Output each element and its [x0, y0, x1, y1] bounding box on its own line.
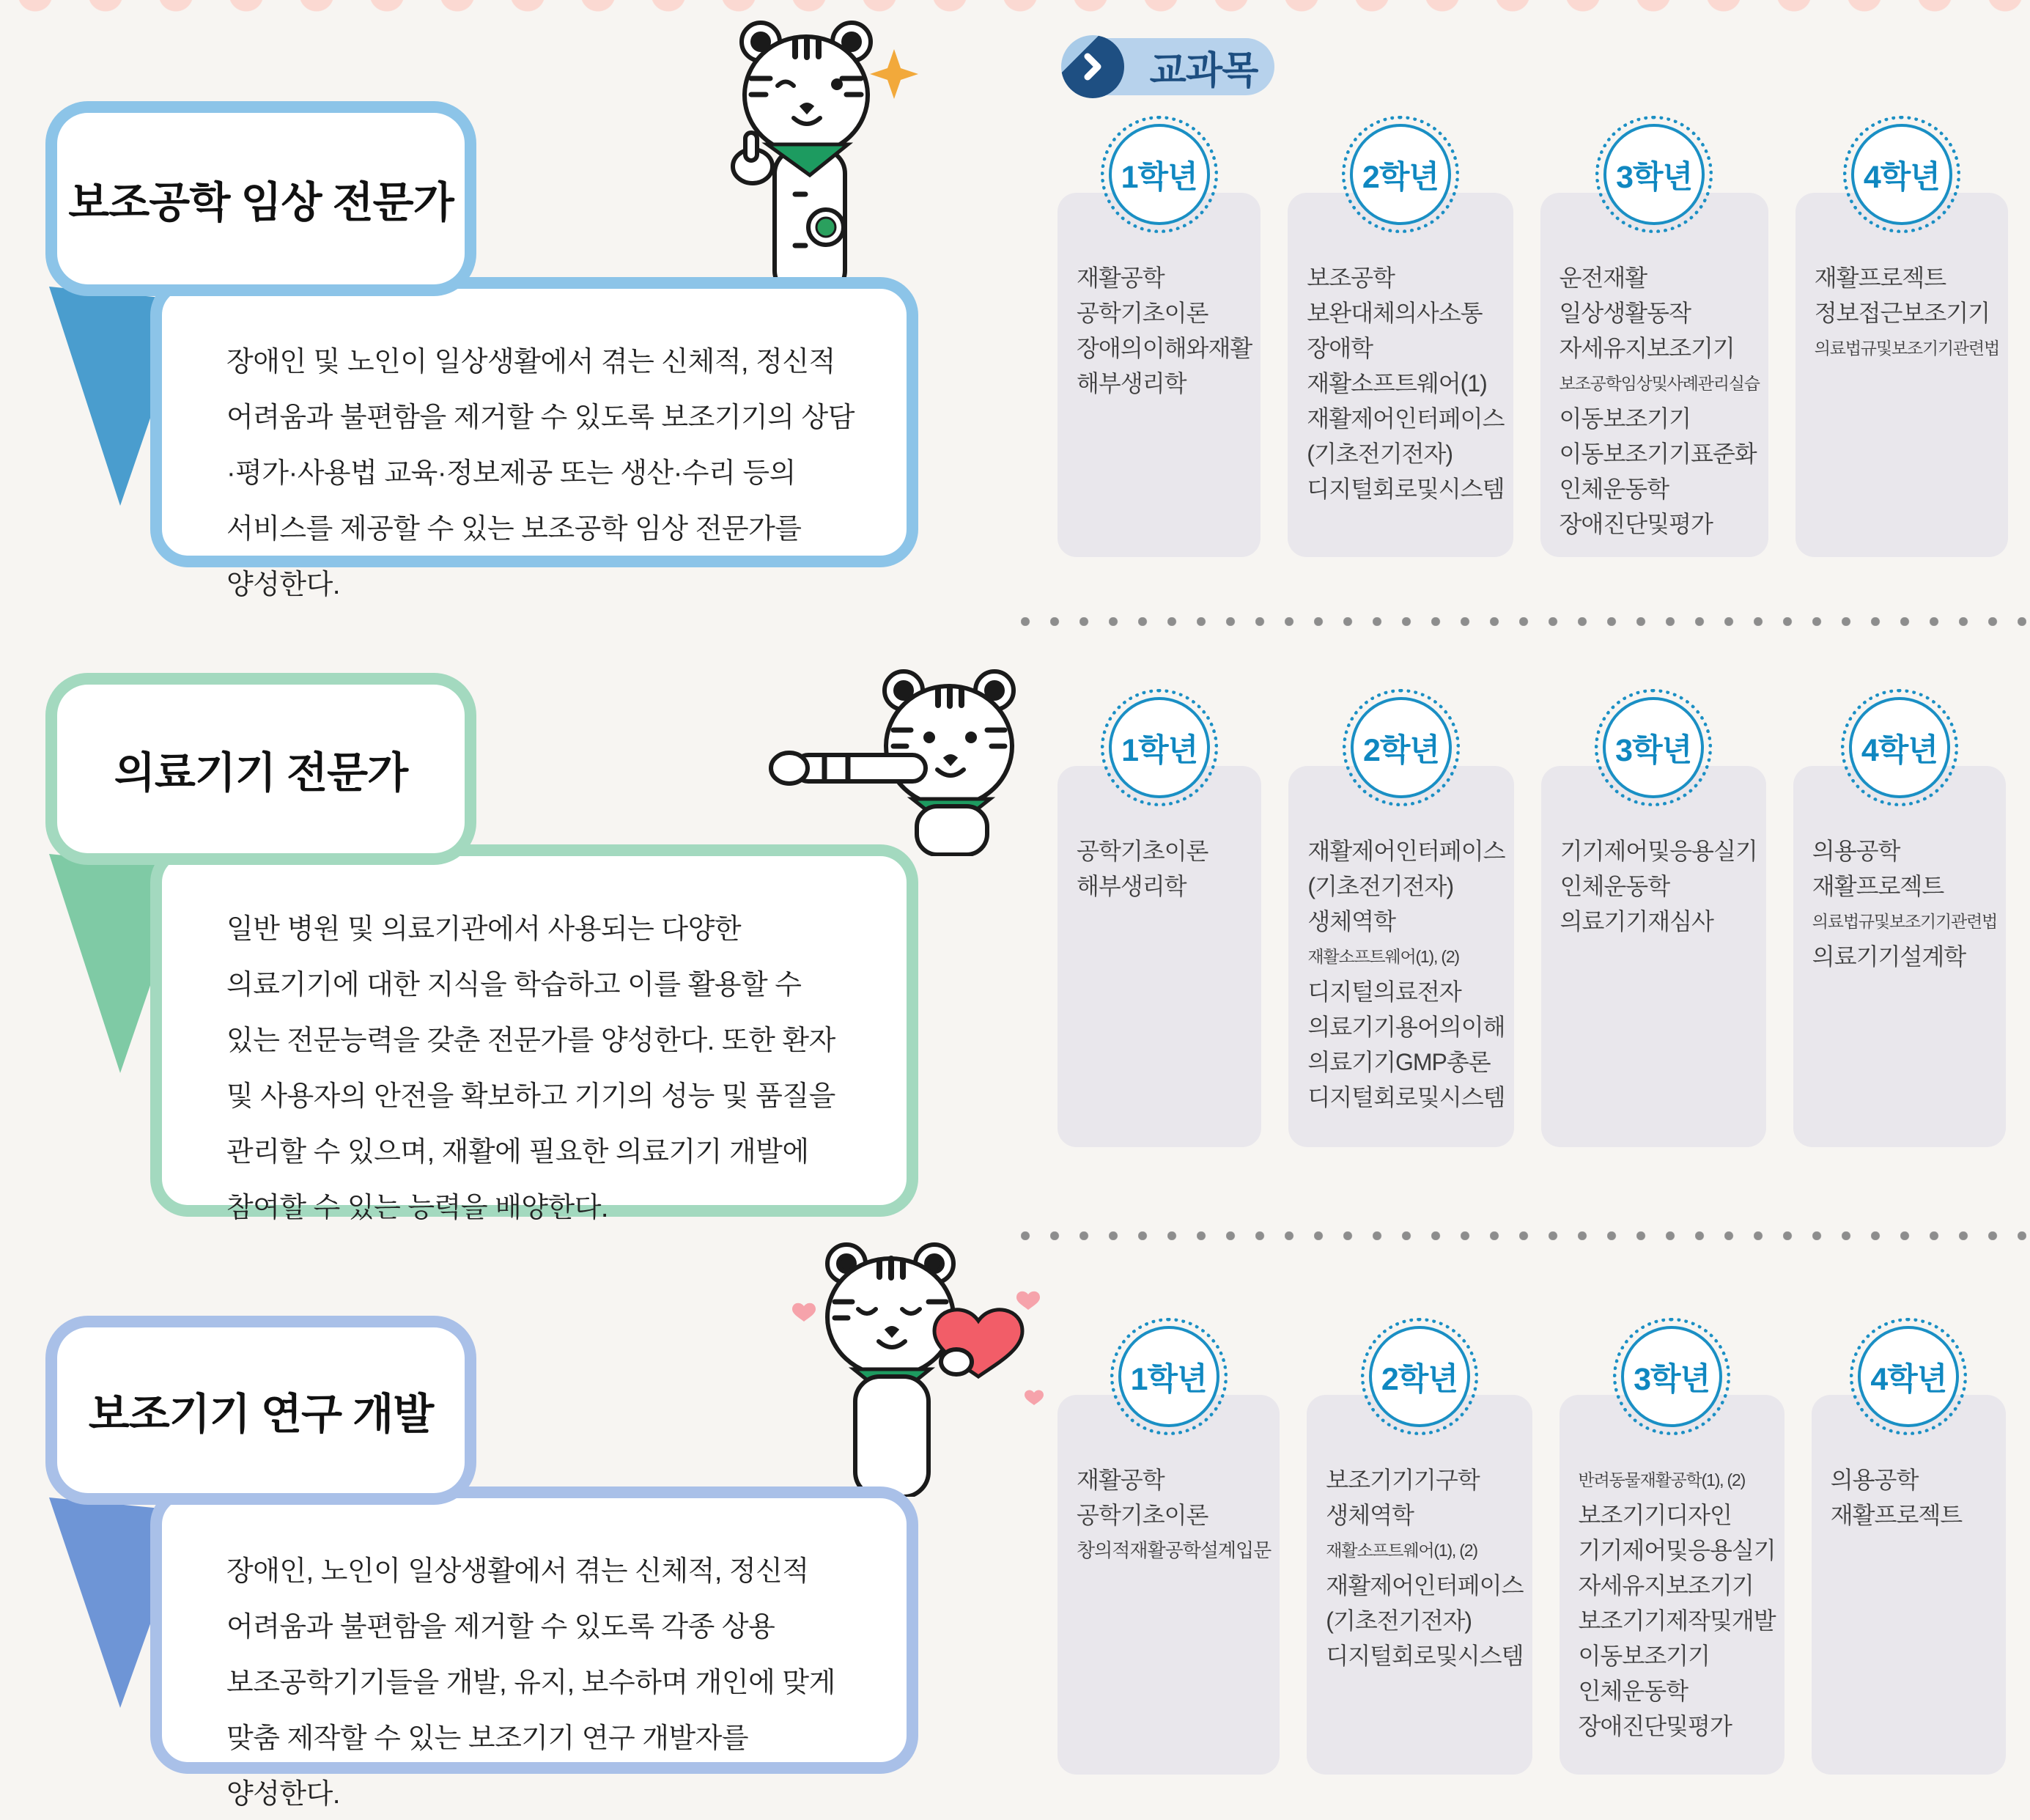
- year-badge: 3학년: [1595, 116, 1713, 233]
- course-item: 의료기기재심사: [1560, 908, 1713, 935]
- course-item: 일상생활동작: [1559, 300, 1691, 326]
- sparkle-icon: [870, 49, 918, 99]
- course-item: (기초전기전자): [1307, 873, 1454, 899]
- curriculum-row-3: [1058, 1318, 2006, 1775]
- year-badge: 4학년: [1850, 1318, 1967, 1435]
- year-column: [1541, 689, 1766, 1147]
- career-description-bubble-3: [150, 1486, 918, 1810]
- course-item: 이동보조기기: [1578, 1643, 1710, 1669]
- year-badge: 4학년: [1841, 689, 1958, 806]
- course-item: 보조기기기구학: [1326, 1467, 1480, 1493]
- career-title: 보조공학 임상 전문가: [68, 179, 454, 226]
- year-column: [1540, 116, 1768, 557]
- course-item: 보조기기제작및개발: [1578, 1607, 1776, 1634]
- course-item: 재활제어인터페이스: [1326, 1572, 1524, 1599]
- course-item: 정보접근보조기기: [1814, 300, 1990, 326]
- mascot-tiger-heart-icon: [737, 1218, 1059, 1497]
- course-box: [1540, 193, 1768, 557]
- course-item: 생체역학: [1326, 1502, 1414, 1528]
- course-item: 인체운동학: [1560, 873, 1670, 899]
- course-box: [1793, 766, 2006, 1147]
- career-description: 장애인, 노인이 일상생활에서 겪는 신체적, 정신적 어려움과 불편함을 제거할 수 있도록 각종 상용 보조공학기기들을 개발, 유지, 보수하며 개인에 맞게 맞춤 제작할 수 있는 보조기기 연구 개발자를 양성한다.: [226, 1556, 835, 1810]
- course-item: 공학기초이론: [1077, 1502, 1208, 1528]
- course-item: 기기제어및응용실기: [1560, 838, 1757, 864]
- career-title-bubble-3: [45, 1316, 476, 1505]
- course-item: 의료기기용어의이해: [1307, 1014, 1505, 1040]
- year-column: [1307, 1318, 1532, 1775]
- year-badge: 2학년: [1361, 1318, 1478, 1435]
- course-box: [1058, 193, 1261, 557]
- course-item: 의용공학: [1812, 838, 1900, 864]
- dotted-separator-2: [1021, 1231, 2026, 1240]
- course-item: 장애진단및평가: [1559, 511, 1713, 537]
- year-badge: 2학년: [1342, 116, 1459, 233]
- course-item: 공학기초이론: [1077, 838, 1208, 864]
- course-item: 기기제어및응용실기: [1578, 1537, 1776, 1563]
- course-item: 인체운동학: [1559, 476, 1669, 502]
- course-item: 디지털회로및시스템: [1326, 1643, 1524, 1669]
- course-item: 의료법규및보조기기관련법: [1814, 339, 1999, 358]
- course-item: 재활제어인터페이스: [1307, 838, 1505, 864]
- course-item: 의료법규및보조기기관련법: [1812, 912, 1997, 931]
- course-item: 재활소프트웨어(1): [1307, 370, 1487, 397]
- year-column: [1058, 116, 1261, 557]
- course-item: 자세유지보조기기: [1578, 1572, 1754, 1599]
- career-title: 보조기기 연구 개발: [88, 1390, 434, 1438]
- course-item: 장애의이해와재활: [1077, 335, 1252, 361]
- course-item: 장애진단및평가: [1578, 1713, 1732, 1739]
- year-column: [1795, 116, 2008, 557]
- course-item: 보조공학: [1307, 265, 1395, 291]
- year-badge: 4학년: [1843, 116, 1960, 233]
- course-item: 공학기초이론: [1077, 300, 1208, 326]
- course-item: 보완대체의사소통: [1307, 300, 1483, 326]
- course-item: 장애학: [1307, 335, 1373, 361]
- course-item: 자세유지보조기기: [1559, 335, 1735, 361]
- course-item: 재활공학: [1077, 265, 1165, 291]
- year-column: [1288, 689, 1513, 1147]
- curriculum-row-2: [1058, 689, 2006, 1147]
- course-item: 재활공학: [1077, 1467, 1165, 1493]
- course-box: [1560, 1395, 1784, 1775]
- course-item: 의료기기GMP총론: [1307, 1049, 1491, 1075]
- course-box: [1541, 766, 1766, 1147]
- course-box: [1058, 766, 1261, 1147]
- course-box: [1307, 1395, 1532, 1775]
- career-title-bubble-2: [45, 673, 476, 865]
- year-column: [1560, 1318, 1784, 1775]
- year-badge: 2학년: [1343, 689, 1460, 806]
- course-item: 이동보조기기표준화: [1559, 441, 1757, 467]
- course-item: 보조공학임상및사례관리실습: [1559, 374, 1760, 393]
- course-item: 재활제어인터페이스: [1307, 405, 1505, 432]
- curriculum-row-1: [1058, 116, 2006, 557]
- year-column: [1793, 689, 2006, 1147]
- year-column: [1812, 1318, 2006, 1775]
- subjects-header-label: 교과목: [1149, 49, 1258, 92]
- year-column: [1058, 1318, 1280, 1775]
- career-title-bubble-1: [45, 101, 476, 296]
- course-item: 재활프로젝트: [1830, 1502, 1963, 1528]
- course-item: 의료기기설계학: [1812, 943, 1966, 970]
- dotted-separator-1: [1021, 617, 2026, 626]
- course-item: 재활소프트웨어(1), (2): [1307, 947, 1459, 966]
- year-badge: 1학년: [1101, 689, 1218, 806]
- course-item: (기초전기전자): [1326, 1607, 1472, 1634]
- course-box: [1288, 193, 1513, 557]
- course-item: 인체운동학: [1578, 1678, 1688, 1704]
- course-item: 디지털의료전자: [1307, 979, 1461, 1005]
- year-badge: 1학년: [1101, 116, 1218, 233]
- course-item: 재활프로젝트: [1812, 873, 1944, 899]
- course-box: [1812, 1395, 2006, 1775]
- career-description: 장애인 및 노인이 일상생활에서 겪는 신체적, 정신적 어려움과 불편함을 제거할 수 있도록 보조기기의 상담·평가·사용법 교육·정보제공 또는 생산·수리 등의 서비스를 제공할 수 있는 보조공학 임상 전문가를 양성한다.: [226, 347, 855, 600]
- course-item: 해부생리학: [1077, 873, 1186, 899]
- course-item: 이동보조기기: [1559, 405, 1691, 432]
- career-description: 일반 병원 및 의료기관에서 사용되는 다양한 의료기기에 대한 지식을 학습하고 이를 활용할 수 있는 전문능력을 갖춘 전문가를 양성한다. 또한 환자 및 사용자의 안전을 확보하고 기기의 성능 및 품질을 관리할 수 있으며, 재활에 필요한 의료기기 개발에 참여할 수 있는 능력을 배양한다.: [226, 914, 835, 1223]
- course-box: [1058, 1395, 1280, 1775]
- course-item: 운전재활: [1559, 265, 1647, 291]
- year-column: [1058, 689, 1261, 1147]
- course-item: 디지털회로및시스템: [1307, 476, 1505, 502]
- career-title: 의료기기 전문가: [114, 749, 408, 797]
- course-item: 디지털회로및시스템: [1307, 1084, 1505, 1110]
- course-item: 의용공학: [1830, 1467, 1919, 1493]
- chevron-right-icon: [1061, 35, 1124, 98]
- course-item: 재활소프트웨어(1), (2): [1326, 1541, 1477, 1560]
- course-item: 생체역학: [1307, 908, 1395, 935]
- top-scallop-border: [0, 0, 2030, 21]
- year-badge: 1학년: [1110, 1318, 1228, 1435]
- course-box: [1288, 766, 1513, 1147]
- subjects-header-pill: [1063, 38, 1274, 95]
- course-item: (기초전기전자): [1307, 441, 1453, 467]
- course-item: 해부생리학: [1077, 370, 1186, 397]
- course-item: 재활프로젝트: [1814, 265, 1946, 291]
- career-description-bubble-2: [150, 844, 918, 1223]
- mascot-tiger-wink-icon: [685, 4, 920, 297]
- course-item: 창의적재활공학설계입문: [1077, 1539, 1271, 1561]
- mascot-tiger-pointing-icon: [707, 644, 1044, 856]
- career-description-bubble-1: [150, 277, 918, 600]
- course-box: [1795, 193, 2008, 557]
- course-item: 보조기기디자인: [1578, 1502, 1732, 1528]
- year-badge: 3학년: [1595, 689, 1712, 806]
- year-badge: 3학년: [1613, 1318, 1730, 1435]
- year-column: [1288, 116, 1513, 557]
- course-item: 반려동물재활공학(1), (2): [1578, 1470, 1746, 1489]
